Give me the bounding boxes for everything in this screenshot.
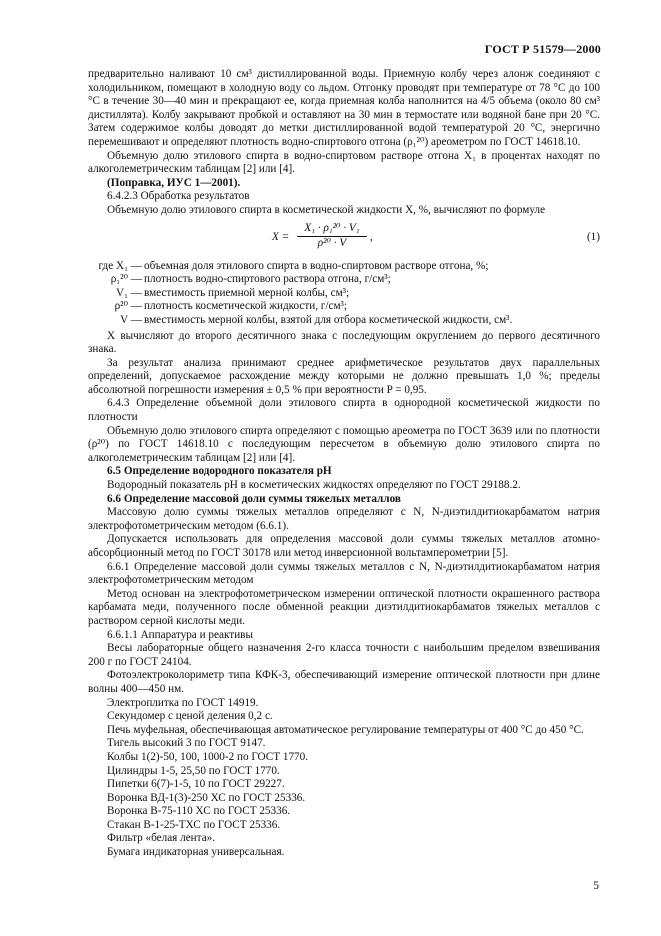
equipment-item: Бумага индикаторная универсальная. [107,846,285,859]
definition-symbol: ρ²⁰ — [114,300,142,313]
equipment-item: Тигель высокий 3 по ГОСТ 9147. [107,737,266,750]
paragraph-scales: Весы лабораторные общего назначения 2-го класса точности с наибольшим пределом взвешивания 200 г по ГОСТ 24104. [88,642,600,668]
section-6-4-2-3: 6.4.2.3 Обработка результатов [107,190,250,203]
definition-row [88,260,600,274]
definition-symbol: ρ₁²⁰ — [110,273,142,286]
where-word: где [98,259,114,272]
formula-comma: , [370,230,373,243]
paragraph-heavy-metals: Массовую долю суммы тяжелых металлов определяют с N, N-диэтилдитиокарбаматом натрия электрофотометрическим методом (6.6.1). [88,506,600,532]
paragraph-density-method: Объемную долю этилового спирта определяют с помощью ареометра по ГОСТ 3639 или по плотности (ρ²⁰) по ГОСТ 14618.10 с последующим пересчетом в объемную долю этилового спирта по алкоголеметрическим таблицам [2] или [4]. [88,424,600,464]
variable-definitions [88,260,600,328]
equipment-item: Секундомер с ценой деления 0,2 с. [107,710,273,723]
equipment-item: Воронка В-75-110 ХС по ГОСТ 25336. [107,805,291,818]
paragraph-result: За результат анализа принимают среднее арифметическое результатов двух параллельных определений, допускаемое расхождение между которыми не должно превышать 1,0 %; пределы абсолютной погрешности измерения ± 0,5 % при вероятности P = 0,95. [88,356,600,396]
page-number: 5 [593,880,599,892]
paragraph-method-basis: Метод основан на электрофотометрическом измерении оптической плотности окрашенного раствора карбамата меди, полученного после обменной реакции диэтилдитиокарбаматов тяжелых металлов с раствором серной кислоты меди. [88,587,600,627]
definition-text: вместимость мерной колбы, взятой для отбора косметической жидкости, см³. [144,313,513,326]
definition-text: вместимость приемной мерной колбы, см³; [144,286,350,299]
paragraph-alternative-methods: Допускается использовать для определения массовой доли суммы тяжелых металлов атомно-абсорбционный метод по ГОСТ 30178 или метод инверсионной вольтамперометрии [5]. [88,533,600,559]
section-6-6-1: 6.6.1 Определение массовой доли суммы тяжелых металлов с N, N-диэтилдитиокарбаматом натрия электрофотометрическим методом [88,560,600,587]
definition-text: объемная доля этилового спирта в водно-спиртовом растворе отгона, %; [144,259,489,272]
equipment-item: Колбы 1(2)-50, 100, 1000-2 по ГОСТ 1770. [107,750,309,763]
formula-denominator: ρ²⁰ · V [317,237,347,250]
equipment-item: Печь муфельная, обеспечивающая автоматическое регулирование температуры от 400 °С до 450 °С. [107,723,584,736]
section-6-4-3: 6.4.3 Определение объемной доли этилового спирта в однородной косметической жидкости по плотности [88,397,600,424]
section-6-6-heading: 6.6 Определение массовой доли суммы тяжелых металлов [107,492,401,505]
equipment-item: Цилиндры 1-5, 25,50 по ГОСТ 1770. [107,764,280,777]
standard-header: ГОСТ Р 51579—2000 [484,42,601,56]
paragraph-alcohol-tables: Объемную долю этилового спирта в водно-спиртовом растворе отгона X₁ в процентах находят по алкоголеметрическим таблицам [2] или [4]. [88,149,600,176]
definition-text: плотность водно-спиртового раствора отгона, г/см³; [144,273,391,286]
formula-lhs: X = [272,230,290,243]
definition-symbol: V — [120,313,142,326]
paragraph-formula-intro: Объемную долю этилового спирта в косметической жидкости X, %, вычисляют по формуле [107,203,546,216]
equipment-item: Стакан В-1-25-ТХС по ГОСТ 25336. [107,818,281,831]
paragraph-ph: Водородный показатель pH в косметических жидкостях определяют по ГОСТ 29188.2. [107,479,521,492]
formula-1 [88,222,600,254]
amendment-note: (Поправка, ИУС 1—2001). [107,176,241,189]
definition-row [88,300,600,314]
definition-row [88,273,600,287]
definition-symbol: где X₁ — [98,259,142,272]
definition-row [88,287,600,301]
document-body [88,68,600,860]
equipment-item: Электроплитка по ГОСТ 14919. [107,696,259,709]
definition-symbol: V₁ — [116,286,142,299]
equipment-item: Пипетки 6(7)-1-5, 10 по ГОСТ 29227. [107,778,285,791]
section-6-6-1-1: 6.6.1.1 Аппаратура и реактивы [107,628,253,641]
equipment-item: Воронка ВД-1(3)-250 ХС по ГОСТ 25336. [107,791,306,804]
formula-fraction [297,222,367,251]
formula-number: (1) [586,230,600,243]
definition-row [88,314,600,328]
paragraph-rounding: X вычисляют до второго десятичного знака с последующим округлением до первого десятичного знака. [88,329,600,356]
paragraph-photometer: Фотоэлектроколориметр типа КФК-3, обеспечивающий измерение оптической плотности при длине волны 400—450 нм. [88,669,600,695]
paragraph-distillation: предварительно наливают 10 см³ дистиллированной воды. Приемную колбу через алонж соединяют с холодильником, помещают в холодную воду со льдом. Отгонку проводят при температуре от 78 °С до 100 °С в течение 30—40 мин и прекращают ее, когда приемная колба наполнится на 4/5 объема (около 80 см³ дистиллята). Колбу закрывают пробкой и оставляют на 30 мин в термостате или водяной бане при 20 °С. Затем содержимое колбы доводят до метки дистиллированной водой температурой 20 °С, энергично перемешивают и определяют плотность водно-спиртового отгона (ρ₁²⁰) ареометром по ГОСТ 14618.10. [88,68,600,148]
equipment-item: Фильтр «белая лента». [107,832,216,845]
definition-text: плотность косметической жидкости, г/см³; [144,300,348,313]
section-6-5-heading: 6.5 Определение водородного показателя pH [107,465,332,478]
formula-numerator: X₁ · ρ₁²⁰ · V₁ [297,222,367,238]
